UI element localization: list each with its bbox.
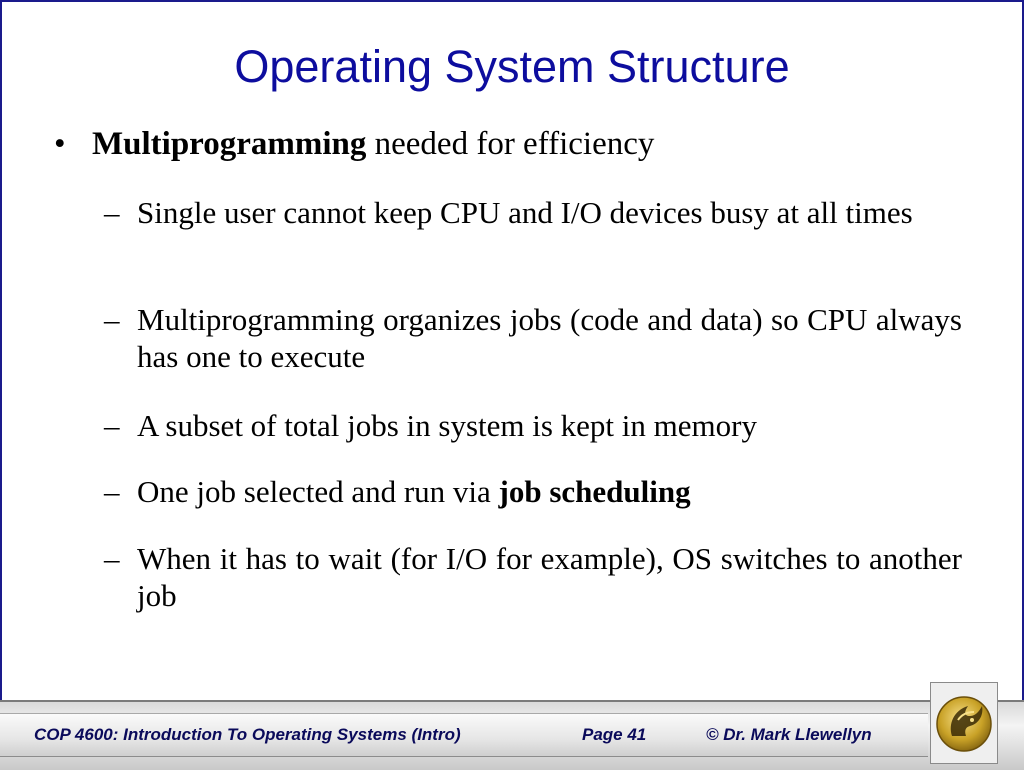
sub-bullet-text (137, 473, 962, 510)
sub-bullet-marker: – (104, 541, 120, 576)
sub-bullet (104, 407, 962, 444)
sub-bullet-marker: – (104, 195, 120, 230)
bullet-marker: • (54, 126, 66, 162)
footer-course: COP 4600: Introduction To Operating Systems (Intro) (34, 725, 461, 744)
bullet-text (92, 124, 654, 164)
pegasus-logo-icon (934, 690, 994, 756)
sub-bullet-marker: – (104, 302, 120, 337)
job-scheduling-term: job scheduling (498, 474, 691, 509)
footer-author: © Dr. Mark Llewellyn (706, 725, 872, 744)
sub-bullet-marker: – (104, 408, 120, 443)
sub-bullet-plain: One job selected and run via (137, 474, 499, 509)
sub-bullet-text: Single user cannot keep CPU and I/O devices busy at all times (137, 195, 913, 230)
sub-bullet-text: When it has to wait (for I/O for example), OS switches to another job (137, 541, 962, 613)
slide-title: Operating System Structure (234, 41, 790, 92)
bullet-bold-term: Multiprogramming (92, 126, 367, 162)
logo-box (930, 682, 998, 764)
footer-page-number: Page 41 (582, 725, 647, 744)
sub-bullet (104, 301, 962, 375)
bullet-rest: needed for efficiency (366, 126, 655, 162)
sub-bullet-text: Multiprogramming organizes jobs (code and data) so CPU always has one to execute (137, 302, 962, 374)
sub-bullet (104, 194, 962, 231)
sub-bullet (104, 473, 962, 510)
sub-bullet (104, 540, 962, 614)
sub-bullet-marker: – (104, 474, 120, 509)
sub-bullet-text: A subset of total jobs in system is kept in memory (137, 408, 757, 443)
